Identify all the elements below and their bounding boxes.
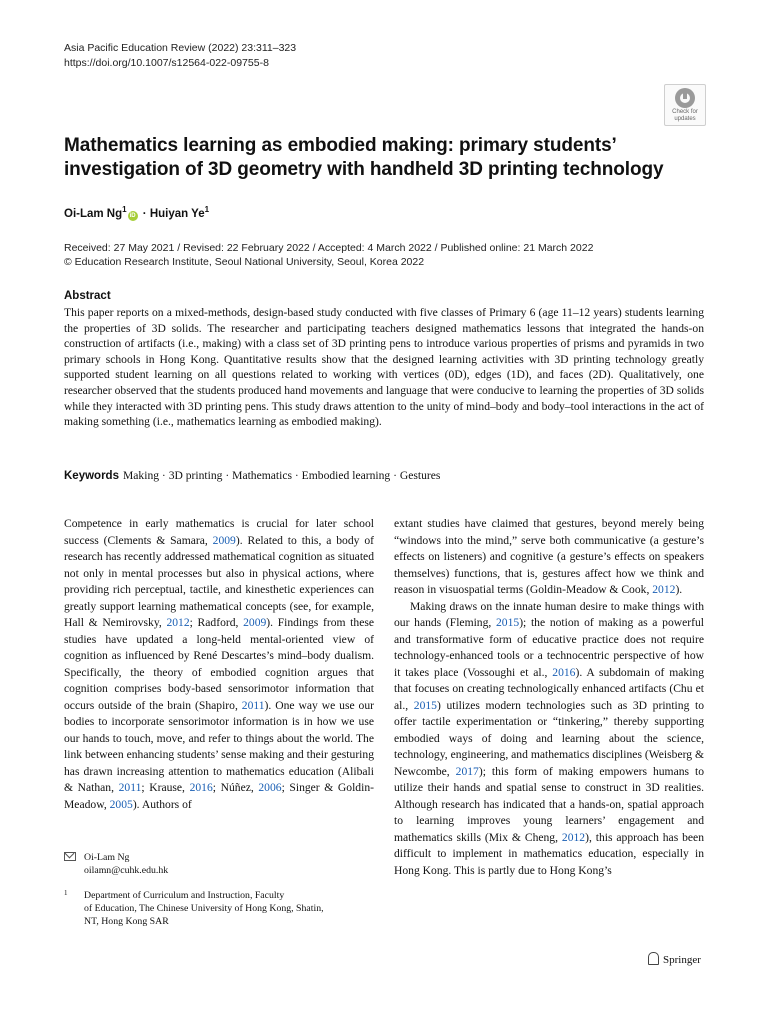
body-paragraph	[394, 599, 704, 880]
citation-link[interactable]: 2016	[552, 665, 576, 679]
text-run: ; Radford,	[189, 616, 244, 629]
text-run: ; Singer & Goldin-Meadow,	[64, 781, 374, 811]
corresponding-author-note	[64, 851, 168, 877]
text-run: ); this form of making empowers humans to utilize their hands and spatial sense to construct in 3D realities. Although research has indicated that a hands-on, spatial approach to learning improves young learners’ engagement and mathematics skills (Mix & Cheng,	[394, 764, 704, 844]
affiliation-line: NT, Hong Kong SAR	[84, 916, 169, 927]
affiliation-line: of Education, The Chinese University of Hong Kong, Shatin,	[84, 903, 324, 914]
text-run: ). A subdomain of making that focuses on creating technologically enhanced artifacts (Chu et al.,	[394, 665, 705, 712]
title-line-2: investigation of 3D geometry with handheld 3D printing technology	[64, 159, 664, 180]
abstract-text: This paper reports on a mixed-methods, design-based study conducted with five classes of Primary 6 (age 11–12 years) students learning the properties of 3D solids. The researcher and participating teachers designed mathematics lessons that integrated the hands-on construction of artifacts (i.e., making) with a class set of 3D printing pens to introduce various properties of prisms and pyramids in two primary schools in Hong Kong. Quantitative results show that the designed learning activities with 3D printing technology greatly supported student learning on all questions related to working with vertices (0D), edges (1D), and faces (2D). Qualitatively, one researcher observed that the students produced hand movements and language that were conducive to learning the properties of 3D solids while they interacted with 3D printing pens. This study draws attention to the unity of mind–body and body–tool interactions in the act of making something (i.e., mathematics learning as embodied making).	[64, 306, 704, 429]
journal-header	[64, 41, 296, 71]
title-line-1: Mathematics learning as embodied making: primary students’	[64, 135, 617, 156]
text-run: ). Findings from these studies have updated a long-held mental-oriented view of cognition as influenced by René Descartes’s mind–body dualism. Specifically, the theory of embodied cognition argues that cognition comprises body-based sensorimotor information that occurs outside of the brain (Shapiro,	[64, 616, 374, 712]
author-name[interactable]: Oi-Lam Ng	[64, 207, 123, 220]
citation-link[interactable]: 2011	[241, 698, 265, 712]
affiliation-marker: 1	[122, 205, 127, 214]
citation-link[interactable]: 2017	[455, 764, 479, 778]
keywords	[64, 469, 704, 482]
badge-line1: Check for	[672, 109, 698, 115]
journal-citation: Asia Pacific Education Review (2022) 23:311–323	[64, 42, 297, 54]
citation-link[interactable]: 2012	[561, 830, 586, 844]
article-title	[64, 134, 704, 182]
affiliation-note	[64, 889, 364, 928]
springer-horse-icon	[648, 952, 659, 965]
text-run: ). One way we use our bodies to incorporate sensorimotor information is in how we use our hands to touch, move, and refer to things about the world. The link between enhancing students’ sense making and their gesturing has drawn increasing attention to mathematics education (Alibali & Nathan,	[64, 698, 374, 794]
citation-link[interactable]: 2012	[166, 616, 190, 629]
text-run: ; Krause,	[141, 781, 190, 794]
copyright-line: © Education Research Institute, Seoul National University, Seoul, Korea 2022	[64, 256, 425, 268]
check-updates-icon	[675, 88, 695, 108]
text-run: ; Núñez,	[212, 781, 259, 794]
orcid-icon[interactable]: iD	[129, 212, 136, 219]
citation-link[interactable]: 2005	[109, 797, 133, 811]
author-list	[64, 205, 209, 221]
keywords-text: Making · 3D printing · Mathematics · Embodied learning · Gestures	[122, 469, 441, 482]
envelope-icon	[64, 852, 76, 861]
abstract-heading: Abstract	[64, 290, 111, 302]
citation-link[interactable]: 2009	[212, 533, 236, 547]
text-run: ).	[675, 583, 683, 596]
corresponding-author-name: Oi-Lam Ng	[84, 852, 130, 863]
text-run: extant studies have claimed that gestures, beyond merely being “windows into the mind,” serve both communicative (a gesture’s effects on listeners) and cognitive (a gesture’s effects on speakers themselves) functions, that is, gestures affect how we think and reason in visuospatial terms (Goldin-Meadow & Cook,	[394, 517, 704, 596]
publisher-logo	[648, 952, 701, 966]
citation-link[interactable]: 2015	[496, 616, 520, 629]
citation-link[interactable]: 2011	[118, 781, 142, 794]
citation-link[interactable]: 2006	[258, 781, 282, 794]
author-separator: ·	[139, 207, 150, 220]
citation-link[interactable]: 2015	[413, 698, 437, 712]
publisher-name: Springer	[663, 954, 701, 966]
text-run: ); the notion of making as a powerful and transformative form of educative practice does not require technology-enhanced tools or a technocentric perspective of how it takes place (Vossoughi et al.,	[394, 616, 704, 679]
body-paragraph	[394, 516, 704, 599]
corresponding-author-email[interactable]: oilamn@cuhk.edu.hk	[84, 865, 169, 876]
text-run: ). Authors of	[132, 797, 192, 811]
text-run: ), this approach has been difficult to implement in mathematics education, especially in Hong Kong. This is partly due to Hong Kong’s	[394, 830, 704, 877]
body-column-left	[64, 516, 374, 813]
citation-link[interactable]: 2009	[243, 616, 267, 629]
check-for-updates-badge[interactable]	[664, 84, 706, 126]
history-dates: Received: 27 May 2021 / Revised: 22 February 2022 / Accepted: 4 March 2022 / Published online: 21 March 2022	[64, 242, 594, 254]
affiliation-line: Department of Curriculum and Instruction, Faculty	[84, 890, 285, 901]
citation-link[interactable]: 2012	[652, 583, 676, 596]
text-run: ) utilizes modern technologies such as 3D printing to offer tactile experimentation or “tinkering,” thereby supporting embodied ways of doing and learning about the science, technology, engineering, and mathematics disciplines (Weisberg & Newcombe,	[394, 698, 705, 778]
text-run: ). Related to this, a body of research has recently addressed mathematical cognition as situated not only in mental processes but also in physical actions, where providing rich perceptual, tactile, and kinesthetic experiences can greatly support learning mathematical concepts (see, for example, Hall & Nemirovsky,	[64, 533, 374, 629]
text-run: Making draws on the innate human desire to make things with our hands (Fleming,	[394, 599, 704, 629]
publication-dates	[64, 241, 593, 269]
badge-line2: updates	[674, 115, 696, 122]
author-name[interactable]: Huiyan Ye	[149, 207, 205, 220]
body-column-right	[394, 516, 704, 879]
doi-link[interactable]: https://doi.org/10.1007/s12564-022-09755-8	[64, 57, 269, 69]
affiliation-marker: 1	[204, 205, 210, 214]
body-paragraph	[64, 516, 374, 813]
affiliation-number: 1	[64, 889, 68, 897]
keywords-label: Keywords	[64, 470, 119, 482]
text-run: Competence in early mathematics is crucial for later school success (Clements & Samara,	[64, 517, 374, 547]
citation-link[interactable]: 2016	[189, 781, 213, 794]
